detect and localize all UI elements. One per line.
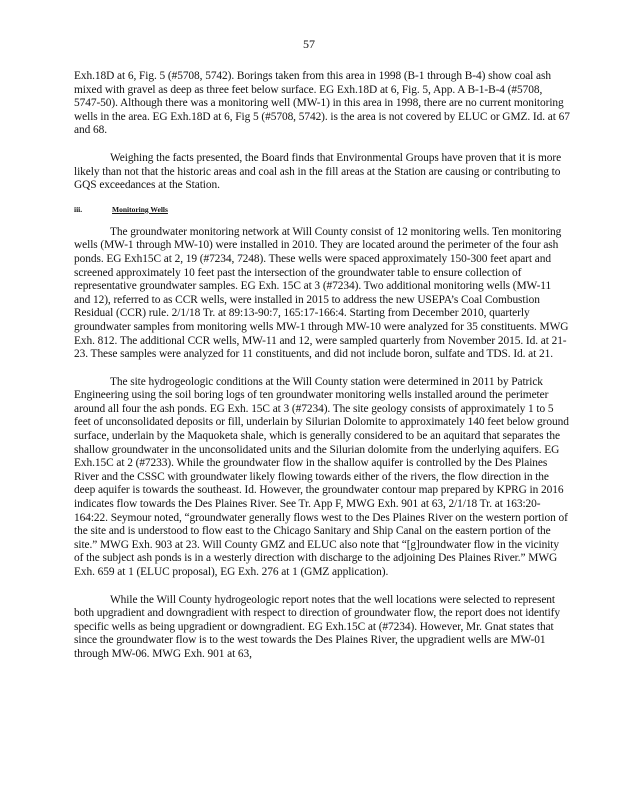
paragraph-board-finding: Weighing the facts presented, the Board finds that Environmental Groups have proven that it is more likely than not that the historic areas and coal ash in the fill areas at the Station are causing or contributing to GQS exceedances at the Station. — [74, 151, 562, 192]
paragraph-monitoring-network: The groundwater monitoring network at Will County consist of 12 monitoring wells. Ten monitoring wells (MW-1 through MW-10) were installed in 2010. They are located around the perimeter of the four ash ponds. EG Exh15C at 2, 19 (#7234, 7248). These wells were spaced approximately 150-300 feet apart and screened approximately 10 feet past the intersection of the groundwater table to ensure collection of representative groundwater samples. EG Exh. 15C at 3 (#7234). Two additional monitoring wells (MW-11 and 12), referred to as CCR wells, were installed in 2015 to address the new USEPA’s Coal Combustion Residual (CCR) rule. 2/1/18 Tr. at 89:13-90:7, 165:17-166:4. Starting from December 2010, quarterly groundwater samples from monitoring wells MW-1 through MW-10 were analyzed for 35 constituents. MWG Exh. 812. The additional CCR wells, MW-11 and 12, were sampled quarterly from November 2015. Id. at 21-23. These samples were analyzed for 11 constituents, and did not include boron, sulfate and TDS. Id. at 21. — [74, 225, 569, 361]
paragraph-well-gradient: While the Will County hydrogeologic report notes that the well locations were selected to represent both upgradient and downgradient with respect to direction of groundwater flow, the report does not identify specific wells as being upgradient or downgradient. EG Exh.15C at (#7234). However, Mr. Gnat states that since the groundwater flow is to the west towards the Des Plaines River, the upgradient wells are MW-01 through MW-06. MWG Exh. 901 at 63, — [74, 593, 560, 660]
paragraph-continued: Exh.18D at 6, Fig. 5 (#5708, 5742). Borings taken from this area in 1998 (B-1 through B-4) show coal ash mixed with gravel as deep as three feet below surface. EG Exh.18D at 6, Fig. 5, App. A B-1-B-4 (#5708, 5747-50). Although there was a monitoring well (MW-1) in this area in 1998, there are no current monitoring wells in the area. EG Exh.18D at 6, Fig 5 (#5708, 5742). is the area is not covered by ELUC or GMZ. Id. at 67 and 68. — [74, 70, 570, 137]
paragraph-hydrogeologic-conditions: The site hydrogeologic conditions at the Will County station were determined in 2011 by Patrick Engineering using the soil boring logs of ten groundwater monitoring wells installed around the perimeter around all four the ash ponds. EG Exh. 15C at 3 (#7234). The site geology consists of approximately 1 to 5 feet of unconsolidated deposits or fill, underlain by Silurian Dolomite to approximately 140 feet below ground surface, underlain by the Maquoketa shale, which is generally considered to be an aquitard that separates the shallow groundwater in the unconsolidated units and the Silurian dolomite from the underlying aquifers. EG Exh.15C at 2 (#7233). While the groundwater flow in the shallow aquifer is controlled by the Des Plaines River and the CSSC with groundwater likely flowing towards either of the rivers, the flow direction in the deep aquifer is towards the southeast. Id. However, the groundwater contour map prepared by KPRG in 2016 indicates flow towards the Des Plaines River. See Tr. App F, MWG Exh. 901 at 63, 2/1/18 Tr. at 163:20-164:22. Seymour noted, “groundwater generally flows west to the Des Plaines River on the western portion of the site and is understood to flow east to the Chicago Sanitary and Ship Canal on the eastern portion of the site.” MWG Exh. 903 at 23. Will County GMZ and ELUC also note that “[g]roundwater flow in the vicinity of the subject ash ponds is in a westerly direction with discharge to the adjoining Des Plaines River.” MWG Exh. 659 at 1 (ELUC proposal), EG Exh. 276 at 1 (GMZ application). — [74, 375, 569, 578]
page-body — [74, 60, 570, 662]
section-heading — [74, 205, 570, 214]
section-title: Monitoring Wells — [112, 204, 168, 214]
page-number: 57 — [303, 37, 315, 51]
section-number: iii. — [74, 204, 83, 214]
